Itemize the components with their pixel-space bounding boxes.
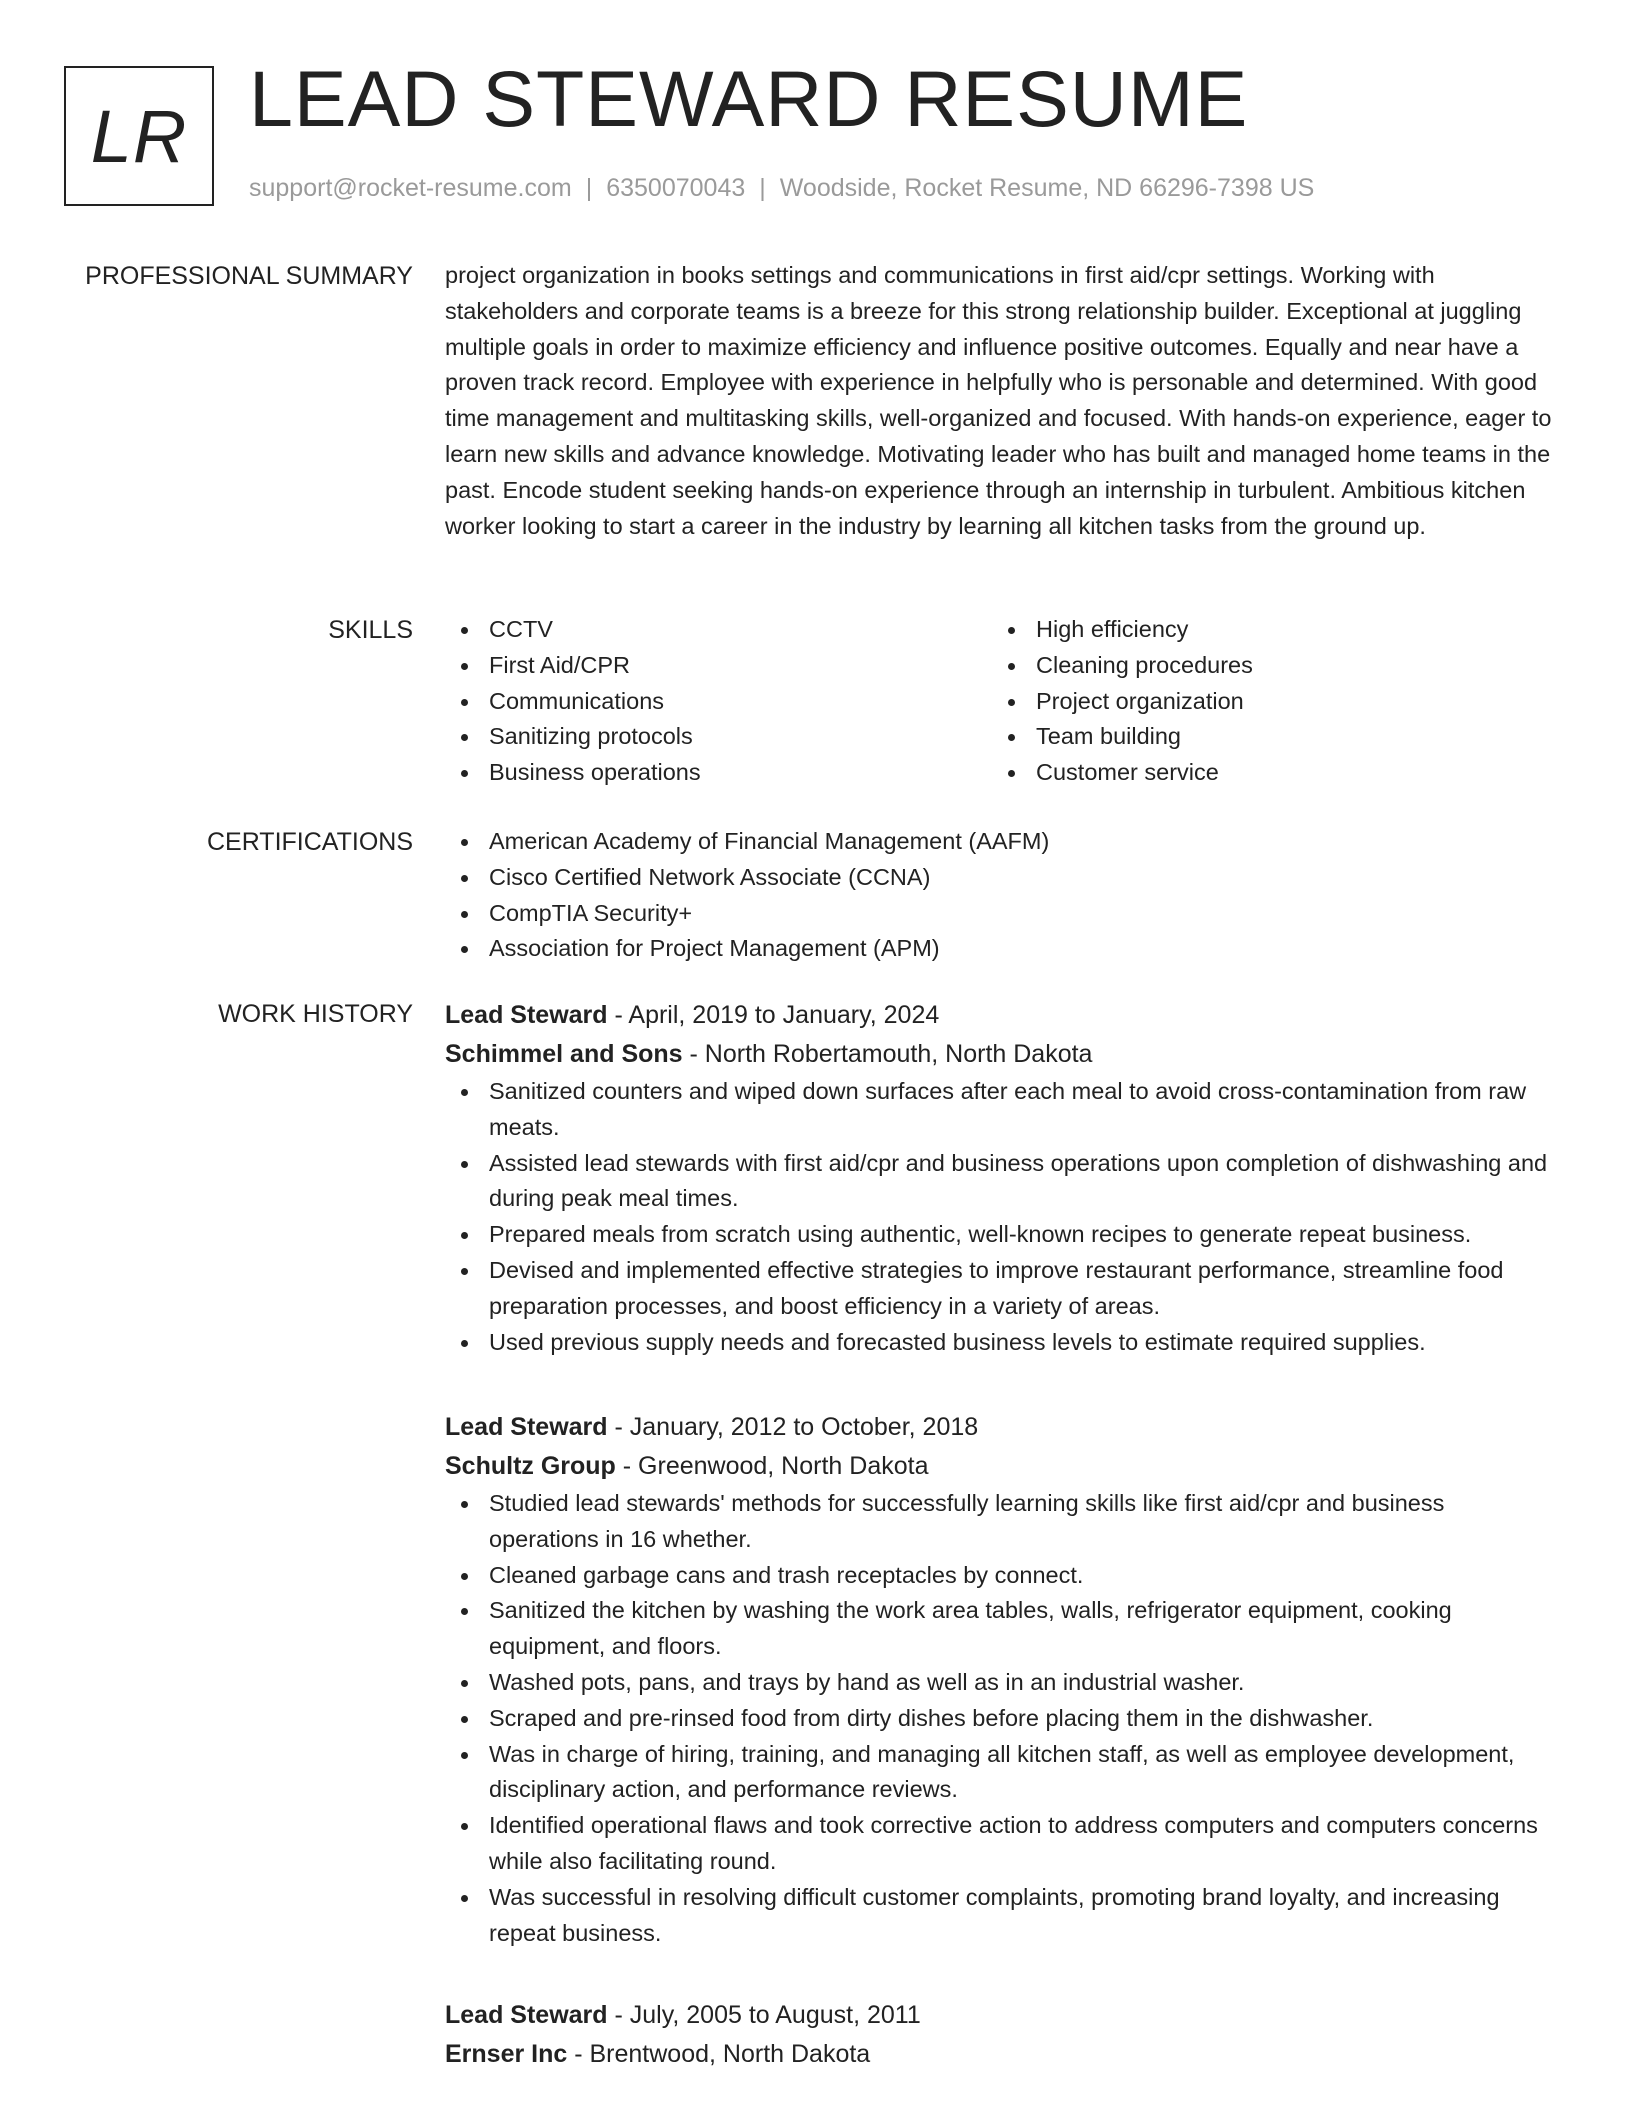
- job-dates: - January, 2012 to October, 2018: [607, 1413, 979, 1441]
- skill-item: Cleaning procedures: [992, 648, 1539, 684]
- job-entry: [445, 1996, 1557, 2074]
- job-dates: - July, 2005 to August, 2011: [607, 2001, 921, 2029]
- certification-item: CompTIA Security+: [445, 896, 1557, 932]
- job-duty: Assisted lead stewards with first aid/cpr and business operations upon completion of dishwashing and during peak meal times.: [445, 1146, 1557, 1218]
- job-dates: - April, 2019 to January, 2024: [607, 1001, 940, 1029]
- skill-item: First Aid/CPR: [445, 648, 992, 684]
- skill-item: Team building: [992, 719, 1539, 755]
- contact-separator: |: [585, 174, 593, 202]
- certification-item: Association for Project Management (APM): [445, 931, 1557, 967]
- monogram-badge: [64, 66, 214, 206]
- contact-phone[interactable]: 6350070043: [606, 174, 746, 202]
- job-duty: Studied lead stewards' methods for successfully learning skills like first aid/cpr and business operations in 16 whether.: [445, 1486, 1557, 1558]
- contact-address: Woodside, Rocket Resume, ND 66296-7398 US: [779, 174, 1315, 202]
- summary-body: [445, 258, 1557, 544]
- summary-text: project organization in books settings and communications in first aid/cpr settings. Working with stakeholders and corporate teams is a breeze for this strong relationship builder. Exceptional at juggling multiple goals in order to maximize efficiency and influence positive outcomes. Equally and near have a proven track record. Employee with experience in helpfully who is personable and determined. With good time management and multitasking skills, well-organized and focused. With hands-on experience, eager to learn new skills and advance knowledge. Motivating leader who has built and managed home teams in the past. Encode student seeking hands-on experience through an internship in turbulent. Ambitious kitchen worker looking to start a career in the industry by learning all kitchen tasks from the ground up.: [445, 262, 1552, 539]
- monogram-text: LR: [90, 94, 188, 178]
- skills-body: [445, 612, 1557, 791]
- job-company-line: [445, 2035, 1557, 2074]
- skills-list-right: [992, 612, 1539, 791]
- job-duties-list: [445, 1486, 1557, 1951]
- job-company-line: [445, 1447, 1557, 1486]
- skills-grid: [445, 612, 1557, 791]
- job-company: Schultz Group: [445, 1452, 616, 1480]
- skill-item: Sanitizing protocols: [445, 719, 992, 755]
- skill-item: Project organization: [992, 684, 1539, 720]
- job-company: Schimmel and Sons: [445, 1040, 683, 1068]
- skill-item: Business operations: [445, 755, 992, 791]
- job-duty: Washed pots, pans, and trays by hand as well as in an industrial washer.: [445, 1665, 1557, 1701]
- job-entry: [445, 996, 1557, 1360]
- job-title-line: [445, 996, 1557, 1035]
- job-company-line: [445, 1035, 1557, 1074]
- job-duty: Cleaned garbage cans and trash receptacles by connect.: [445, 1558, 1557, 1594]
- job-title-line: [445, 1408, 1557, 1447]
- job-duty: Identified operational flaws and took corrective action to address computers and computers concerns while also facilitating round.: [445, 1808, 1557, 1880]
- job-company: Ernser Inc: [445, 2040, 568, 2068]
- job-duty: Prepared meals from scratch using authentic, well-known recipes to generate repeat business.: [445, 1217, 1557, 1253]
- skill-item: Customer service: [992, 755, 1539, 791]
- certifications-list: [445, 824, 1557, 967]
- job-location: - Brentwood, North Dakota: [567, 2040, 871, 2068]
- skill-item: High efficiency: [992, 612, 1539, 648]
- skill-item: CCTV: [445, 612, 992, 648]
- skills-list-left: [445, 612, 992, 791]
- job-duty: Sanitized counters and wiped down surfaces after each meal to avoid cross-contamination from raw meats.: [445, 1074, 1557, 1146]
- job-duties-list: [445, 1074, 1557, 1360]
- job-duty: Devised and implemented effective strategies to improve restaurant performance, streamline food preparation processes, and boost efficiency in a variety of areas.: [445, 1253, 1557, 1325]
- summary-heading: PROFESSIONAL SUMMARY: [85, 262, 413, 290]
- certifications-heading: CERTIFICATIONS: [206, 828, 413, 856]
- work-history-heading: WORK HISTORY: [218, 1000, 413, 1028]
- job-duty: Was successful in resolving difficult customer complaints, promoting brand loyalty, and increasing repeat business.: [445, 1880, 1557, 1952]
- skills-heading: SKILLS: [328, 616, 413, 644]
- job-duty: Scraped and pre-rinsed food from dirty dishes before placing them in the dishwasher.: [445, 1701, 1557, 1737]
- skill-item: Communications: [445, 684, 992, 720]
- job-location: - Greenwood, North Dakota: [615, 1452, 929, 1480]
- job-entry: [445, 1408, 1557, 1951]
- job-duty: Used previous supply needs and forecasted business levels to estimate required supplies.: [445, 1325, 1557, 1361]
- job-title: Lead Steward: [445, 2001, 608, 2029]
- job-title: Lead Steward: [445, 1001, 608, 1029]
- certification-item: Cisco Certified Network Associate (CCNA): [445, 860, 1557, 896]
- job-location: - North Robertamouth, North Dakota: [682, 1040, 1093, 1068]
- job-duty: Was in charge of hiring, training, and managing all kitchen staff, as well as employee development, disciplinary action, and performance reviews.: [445, 1737, 1557, 1809]
- job-duty: Sanitized the kitchen by washing the work area tables, walls, refrigerator equipment, cooking equipment, and floors.: [445, 1593, 1557, 1665]
- contact-separator: |: [759, 174, 766, 202]
- job-title: Lead Steward: [445, 1413, 608, 1441]
- certifications-body: [445, 824, 1557, 967]
- certification-item: American Academy of Financial Management (AAFM): [445, 824, 1557, 860]
- resume-title: LEAD STEWARD RESUME: [249, 54, 1249, 143]
- job-title-line: [445, 1996, 1557, 2035]
- contact-email[interactable]: support@rocket-resume.com: [249, 174, 572, 202]
- contact-line: [249, 174, 1314, 203]
